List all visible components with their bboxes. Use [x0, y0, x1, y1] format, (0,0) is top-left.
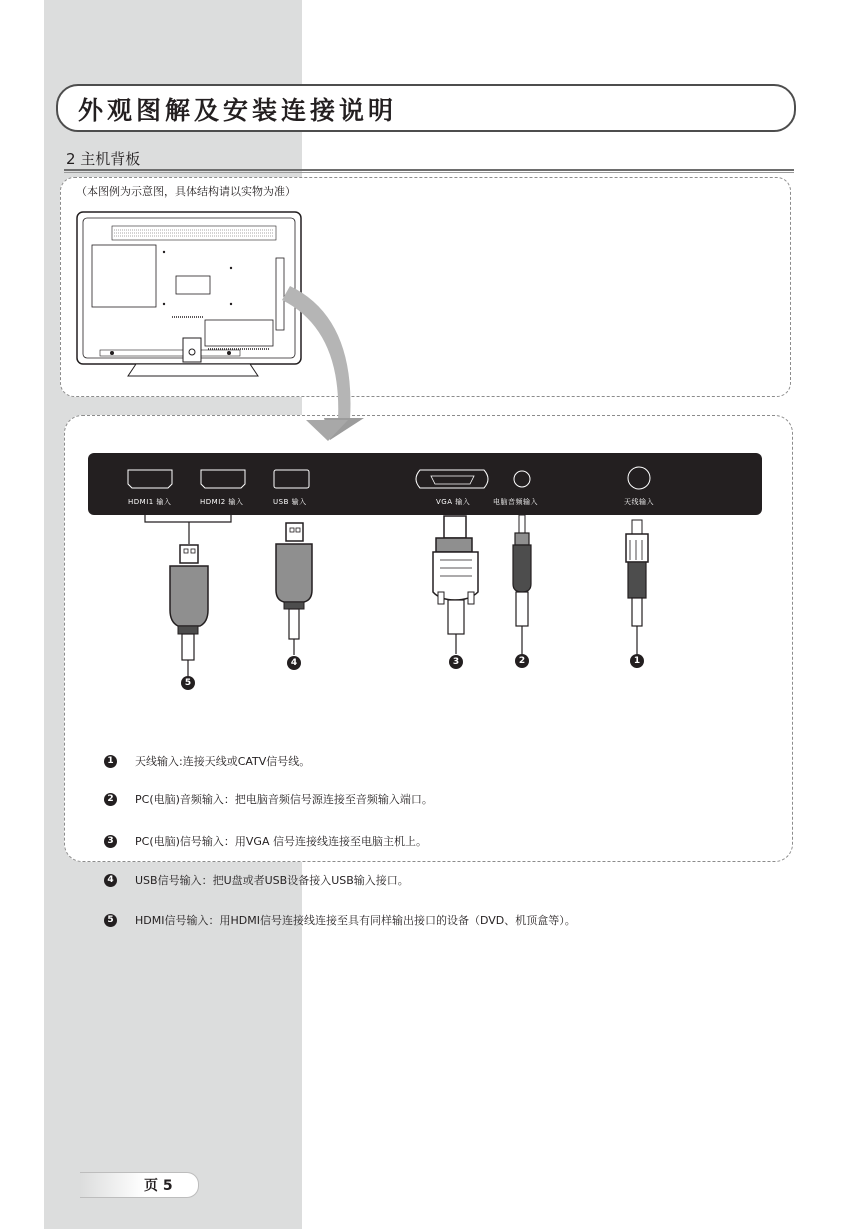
- description-text: USB信号输入：把U盘或者USB设备接入USB输入接口。: [135, 874, 409, 887]
- callout-badge: 5: [181, 676, 195, 690]
- description-item: [104, 753, 310, 769]
- port-label-usb: USB 输入: [273, 498, 307, 506]
- port-label-hdmi1: HDMI1 输入: [128, 498, 172, 506]
- section-heading: 2 主机背板: [66, 150, 141, 168]
- page-number-pill: [80, 1172, 199, 1198]
- description-item: [104, 912, 576, 928]
- port-label-pc-audio: 电脑音频输入: [493, 498, 538, 506]
- vga-cable-icon: [433, 516, 478, 654]
- port-label-antenna: 天线输入: [624, 498, 654, 506]
- description-number: 5: [104, 914, 117, 927]
- port-label-hdmi2: HDMI2 输入: [200, 498, 244, 506]
- description-item: [104, 833, 427, 849]
- port-label-vga: VGA 输入: [436, 498, 471, 506]
- callout-badge: 1: [630, 654, 644, 668]
- description-text: PC(电脑)音频输入：把电脑音频信号源连接至音频输入端口。: [135, 793, 433, 806]
- description-number: 4: [104, 874, 117, 887]
- description-text: HDMI信号输入：用HDMI信号连接线连接至具有同样输出接口的设备（DVD、机顶盒等）。: [135, 914, 576, 927]
- illustration-note: （本图例为示意图，具体结构请以实物为准）: [76, 185, 296, 198]
- description-item: [104, 872, 409, 888]
- tv-rear-illustration: [77, 212, 301, 376]
- callout-badge: 2: [515, 654, 529, 668]
- audio-cable-icon: [513, 515, 531, 654]
- antenna-cable-icon: [626, 520, 648, 654]
- hdmi-cable-icon: [170, 545, 208, 676]
- callout-badge: 4: [287, 656, 301, 670]
- description-number: 3: [104, 835, 117, 848]
- description-text: 天线输入:连接天线或CATV信号线。: [135, 755, 311, 768]
- description-number: 2: [104, 793, 117, 806]
- usb-cable-icon: [276, 523, 312, 655]
- description-number: 1: [104, 755, 117, 768]
- description-item: [104, 791, 433, 807]
- page-number: 页 5: [144, 1178, 173, 1194]
- callout-badge: 3: [449, 655, 463, 669]
- page-title: 外观图解及安装连接说明: [78, 96, 398, 125]
- description-text: PC(电脑)信号输入：用VGA 信号连接线连接至电脑主机上。: [135, 835, 427, 848]
- port-panel: [88, 453, 762, 515]
